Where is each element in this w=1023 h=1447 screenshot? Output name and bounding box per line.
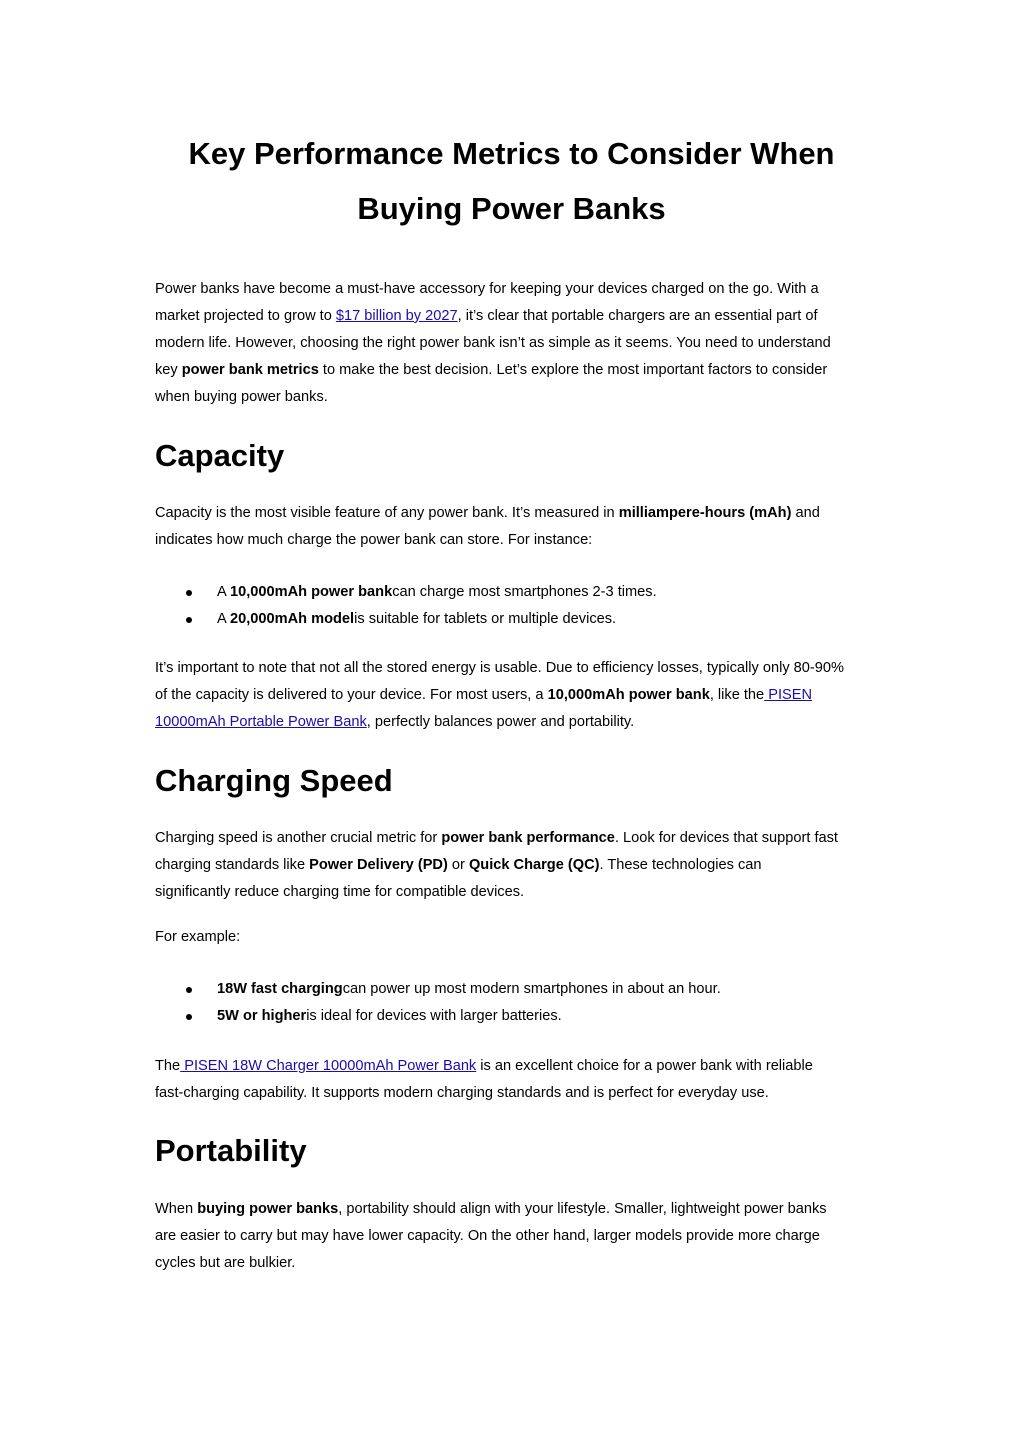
capacity-bold: 10,000mAh power bank [547, 687, 710, 703]
bullet-text: can power up most modern smartphones in about an hour. [342, 981, 721, 997]
capacity-text: , like the [709, 687, 765, 703]
charging-line: fast-charging capability. It supports modern charging standards and is perfect for everyday use. [155, 1085, 769, 1101]
portability-paragraph [155, 1196, 885, 1277]
charging-bold: power bank performance [441, 830, 615, 846]
title-line-2: Buying Power Banks [357, 191, 666, 226]
capacity-line: It’s important to note that not all the stored energy is usable. Due to efficiency losses, typically only 80-90% [155, 660, 844, 676]
charging-text: . Look for devices that support fast [614, 830, 838, 846]
list-item [155, 606, 885, 633]
intro-text: to make the best decision. Let’s explore the most important factors to consider [318, 362, 828, 378]
capacity-bold: milliampere-hours (mAh) [618, 505, 792, 521]
charging-line: significantly reduce charging time for compatible devices. [155, 884, 525, 900]
intro-line: modern life. However, choosing the right power bank isn’t as simple as it seems. You need to understand [155, 335, 831, 351]
bullet-text: can charge most smartphones 2-3 times. [392, 584, 657, 600]
charging-text: is an excellent choice for a power bank with reliable [476, 1058, 813, 1074]
page-title [155, 126, 868, 236]
charging-text: . These technologies can [599, 857, 762, 873]
charging-bullet-list [155, 976, 885, 1030]
intro-text: , it’s clear that portable chargers are an essential part of [457, 308, 818, 324]
capacity-paragraph-1 [155, 500, 885, 554]
capacity-heading: Capacity [155, 438, 285, 473]
intro-line [155, 357, 885, 384]
capacity-text: Capacity is the most visible feature of any power bank. It’s measured in [155, 505, 619, 521]
charging-text: Charging speed is another crucial metric for [155, 830, 442, 846]
list-item [155, 579, 885, 606]
list-item [155, 976, 885, 1003]
portability-line: cycles but are bulkier. [155, 1255, 296, 1271]
intro-paragraph [155, 276, 885, 411]
bullet-bold: 10,000mAh power bank [229, 584, 393, 600]
capacity-paragraph-2 [155, 655, 885, 736]
charging-text: The [155, 1058, 181, 1074]
bullet-icon [186, 617, 192, 623]
bullet-text: A [217, 584, 230, 600]
charging-paragraph-3 [155, 1053, 885, 1107]
capacity-bullet-list [155, 579, 885, 633]
portability-bold: buying power banks [197, 1201, 339, 1217]
charging-paragraph-2 [155, 924, 885, 951]
bullet-bold: 18W fast charging [217, 981, 343, 997]
capacity-text: and [791, 505, 820, 521]
intro-text: key [155, 362, 182, 378]
intro-line: Power banks have become a must-have accessory for keeping your devices charged on the go. With a [155, 281, 819, 297]
charging-speed-heading: Charging Speed [155, 763, 393, 798]
charging-line [155, 1053, 885, 1080]
bullet-icon [186, 1014, 192, 1020]
charging-text: or [447, 857, 469, 873]
capacity-line [155, 500, 885, 527]
list-item [155, 1003, 885, 1030]
portability-heading: Portability [155, 1133, 307, 1168]
intro-line: when buying power banks. [155, 389, 328, 405]
bullet-bold: 5W or higher [217, 1008, 307, 1024]
bullet-icon [186, 987, 192, 993]
bullet-bold: 20,000mAh model [229, 611, 355, 627]
portability-text: , portability should align with your lifestyle. Smaller, lightweight power banks [338, 1201, 827, 1217]
portability-line [155, 1196, 885, 1223]
capacity-text: of the capacity is delivered to your device. For most users, a [155, 687, 548, 703]
charging-line [155, 825, 885, 852]
charging-paragraph-1 [155, 825, 885, 906]
pisen-18w-charger-link[interactable]: PISEN 18W Charger 10000mAh Power Bank [180, 1058, 477, 1074]
title-line-1: Key Performance Metrics to Consider When [188, 136, 835, 171]
capacity-line: indicates how much charge the power bank can store. For instance: [155, 532, 593, 548]
bullet-text: A [217, 611, 230, 627]
pisen-10000mah-link-cont[interactable]: 10000mAh Portable Power Bank [155, 714, 367, 730]
pisen-10000mah-link[interactable]: PISEN [764, 687, 813, 703]
charging-line: For example: [155, 929, 241, 945]
bullet-icon [186, 590, 192, 596]
intro-text: market projected to grow to [155, 308, 336, 324]
bullet-text: is suitable for tablets or multiple devices. [354, 611, 617, 627]
capacity-line [155, 709, 885, 736]
charging-bold: Power Delivery (PD) [309, 857, 448, 873]
intro-bold: power bank metrics [181, 362, 319, 378]
charging-text: charging standards like [155, 857, 310, 873]
capacity-text: , perfectly balances power and portability. [366, 714, 635, 730]
charging-bold: Quick Charge (QC) [468, 857, 600, 873]
bullet-text: is ideal for devices with larger batteries. [306, 1008, 562, 1024]
intro-line [155, 303, 885, 330]
portability-text: When [155, 1201, 198, 1217]
portability-line: are easier to carry but may have lower capacity. On the other hand, larger models provide more charge [155, 1228, 820, 1244]
capacity-line [155, 682, 885, 709]
charging-line [155, 852, 885, 879]
market-projection-link[interactable]: $17 billion by 2027 [335, 308, 458, 324]
